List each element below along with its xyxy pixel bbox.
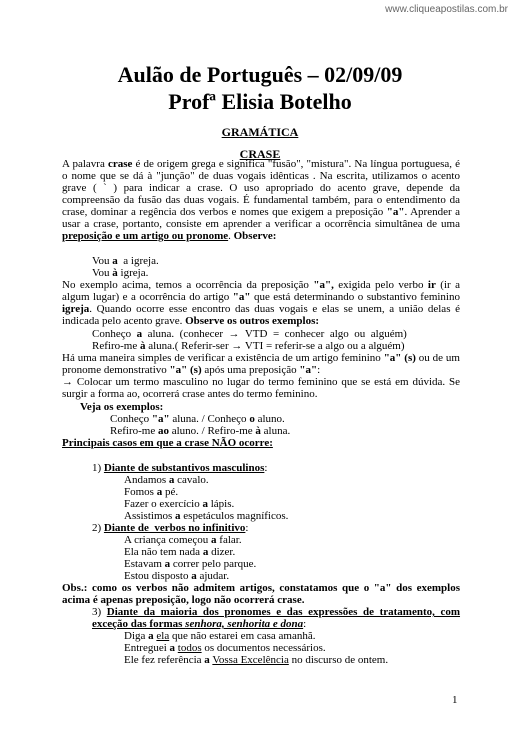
example-line: Conheço "a" aluna. / Conheço o aluno. <box>110 413 285 425</box>
example-line: Estavam a correr pelo parque. <box>124 558 257 570</box>
example-line: Refiro-me à aluna.( Referir-ser → VTI = referir-se a algo ou a alguém) <box>92 340 405 352</box>
page-title: Aulão de Português – 02/09/09 <box>117 62 403 87</box>
example-line: Ele fez referência a Vossa Excelência no discurso de ontem. <box>124 654 389 666</box>
example-line: Refiro-me ao aluno. / Refiro-me à aluna. <box>110 425 291 437</box>
example-line: Andamos a cavalo. <box>124 474 209 486</box>
subsection-heading: CRASE <box>239 147 281 161</box>
case-2-heading: 2) Diante de verbos no infinitivo: <box>92 522 249 534</box>
watermark: www.cliqueapostilas.com.br <box>385 4 508 15</box>
explanation-paragraph: No exemplo acima, temos a ocorrência da preposição "a", exigida pelo verbo ir (ir a algum lugar) e a ocorrência do artigo "a" que está determinando o substantivo feminino igreja. Quando ocorre esse encontro das duas vogais e elas se unem, a união delas é indicada pelo acento grave. Observe os outros exemplos: <box>62 279 460 327</box>
example-line: Estou disposto a ajudar. <box>124 570 230 582</box>
intro-paragraph: A palavra crase é de origem grega e significa "fusão", "mistura". Na língua portuguesa, é o nome que se dá à "junção" de duas vogais idênticas . Na escrita, utilizamos o acento grave ( ` ) para indicar a crase. O uso apropriado do acento grave, depende da compreensão da fusão das duas vogais. É fundamental também, para o entendimento da crase, dominar a regência dos verbos e nomes que exigem a preposição "a". Aprender a usar a crase, portanto, consiste em aprender a verificar a ocorrência simultânea de uma preposição e um artigo ou pronome. Observe: <box>62 158 460 242</box>
examples-heading: Veja os exemplos: <box>80 401 164 413</box>
example-line: A criança começou a falar. <box>124 534 242 546</box>
author-line: Profª Elisia Botelho <box>168 89 352 114</box>
example-line: Entreguei a todos os documentos necessários. <box>124 642 326 654</box>
cases-heading: Principais casos em que a crase NÃO ocorre: <box>62 437 273 449</box>
example-line: Conheço a aluna. (conhecer → VTD = conhecer algo ou alguém) <box>92 328 407 340</box>
observation: Obs.: como os verbos não admitem artigos, constatamos que o "a" dos exemplos acima é apenas preposição, logo não ocorrerá crase. <box>62 582 460 606</box>
example-line: Assistimos a espetáculos magníficos. <box>124 510 289 522</box>
section-heading: GRAMÁTICA <box>221 125 299 139</box>
example-line: Ela não tem nada a dizer. <box>124 546 236 558</box>
example-line: Vou à igreja. <box>92 267 149 279</box>
example-line: Vou a a igreja. <box>92 255 159 267</box>
example-line: Fomos a pé. <box>124 486 179 498</box>
page-number: 1 <box>452 694 458 706</box>
case-3-heading: 3) Diante da maioria dos pronomes e das expressões de tratamento, com exceção das formas senhora, senhorita e dona: <box>92 606 461 630</box>
rule-paragraph: Há uma maneira simples de verificar a existência de um artigo feminino "a" (s) ou de um pronome demonstrativo "a" (s) após uma preposição "a": → Colocar um termo masculino no lugar do termo feminino que se está em dúvida. Se surgir a forma ao, ocorrerá crase antes do termo feminino. <box>62 352 460 400</box>
example-line: Diga a ela que não estarei em casa amanhã. <box>124 630 316 642</box>
case-1-heading: 1) Diante de substantivos masculinos: <box>92 462 268 474</box>
example-line: Fazer o exercício a lápis. <box>124 498 235 510</box>
